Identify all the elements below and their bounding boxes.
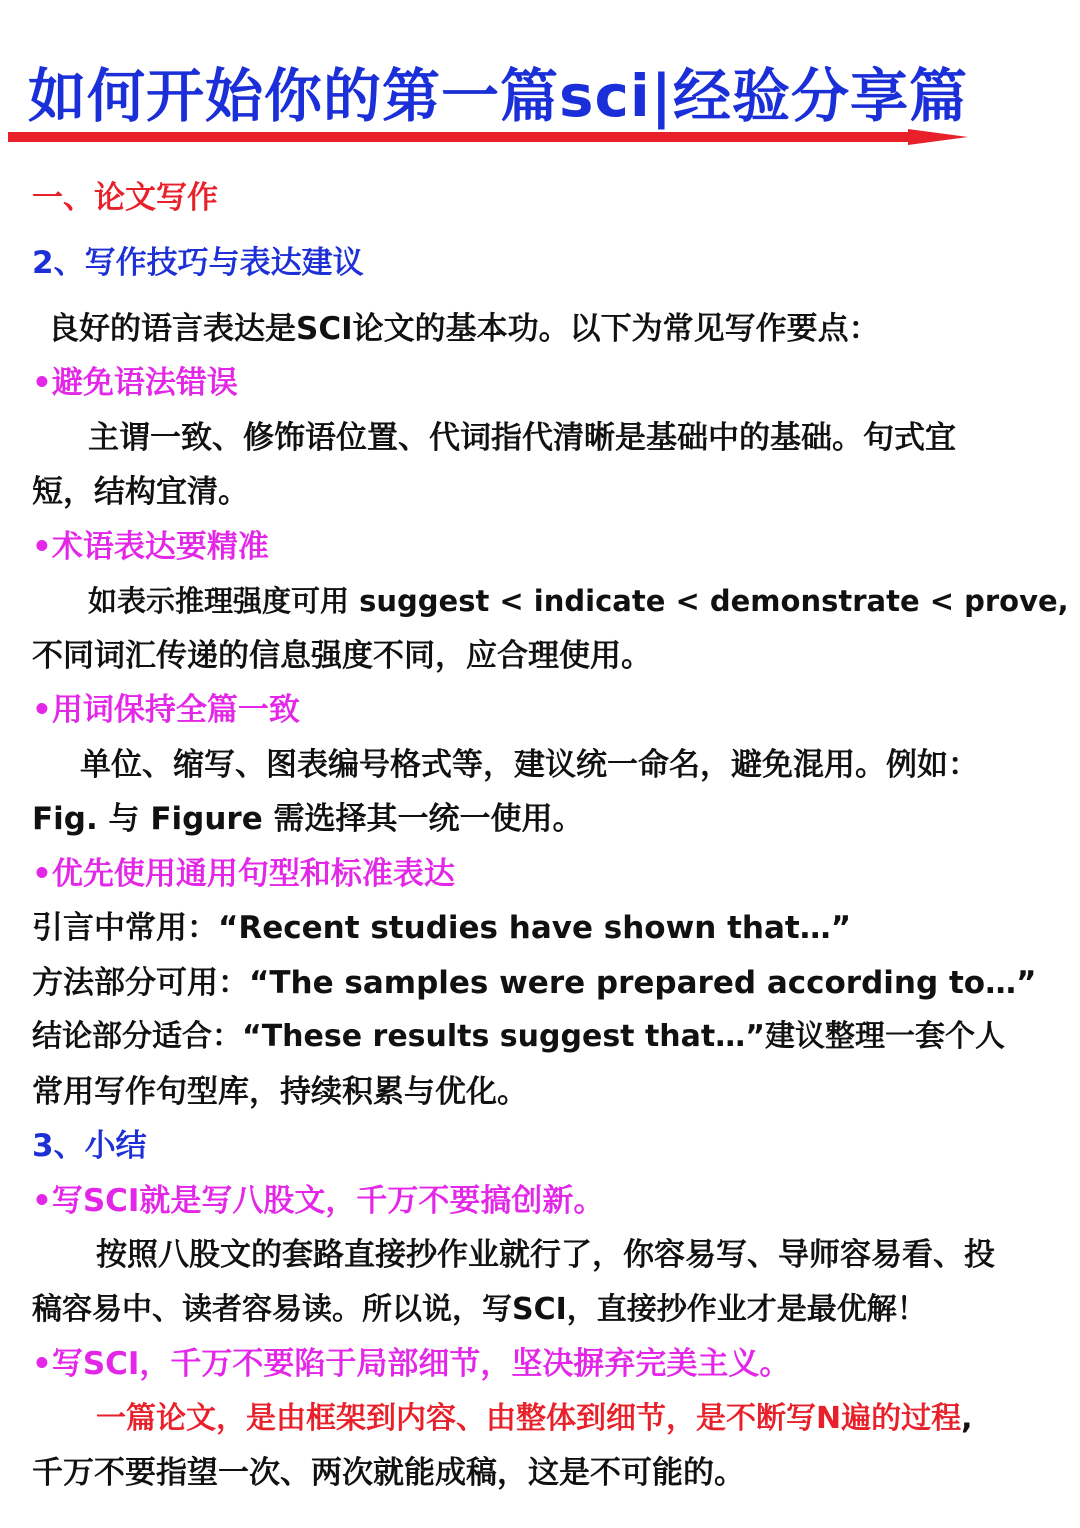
intro-text: 良好的语言表达是SCI论文的基本功。以下为常见写作要点： (48, 311, 880, 347)
tip-heading-terminology: •术语表达要精准 (32, 529, 269, 565)
page-title: 如何开始你的第一篇sci|经验分享篇 (28, 62, 968, 130)
summary-body-line (96, 1399, 973, 1439)
summary-body-line: 稿容易中、读者容易读。所以说，写SCI，直接抄作业才是最优解！ (32, 1292, 927, 1327)
highlighted-text: 一篇论文，是由框架到内容、由整体到细节，是不断写N遍的过程 (96, 1401, 962, 1436)
tip-heading-standard-phrases: •优先使用通用句型和标准表达 (32, 856, 455, 892)
summary-heading-template: •写SCI就是写八股文，千万不要搞创新。 (32, 1183, 605, 1219)
title-underline-arrow (8, 129, 968, 145)
tip-body-line: 主谓一致、修饰语位置、代词指代清晰是基础中的基础。句式宜 (88, 420, 956, 456)
tip-body-line: 单位、缩写、图表编号格式等，建议统一命名，避免混用。例如： (80, 747, 979, 783)
punctuation: , (961, 1401, 973, 1436)
tip-body-line: 不同词汇传递的信息强度不同，应合理使用。 (32, 638, 652, 674)
tip-heading-grammar: •避免语法错误 (32, 365, 238, 401)
section-heading-tips: 2、写作技巧与表达建议 (32, 245, 364, 281)
section-heading-writing: 一、论文写作 (32, 180, 218, 216)
tip-body-line: 方法部分可用：“The samples were prepared according to…” (32, 965, 1037, 1001)
tip-body-line: 常用写作句型库，持续积累与优化。 (32, 1074, 528, 1110)
summary-body-line: 千万不要指望一次、两次就能成稿，这是不可能的。 (32, 1455, 745, 1491)
tip-body-line: 如表示推理强度可用 suggest < indicate < demonstrate < prove, (88, 584, 1069, 618)
tip-body-line: Fig. 与 Figure 需选择其一统一使用。 (32, 801, 584, 837)
tip-body-line: 短，结构宜清。 (32, 474, 249, 510)
tip-body-line: 结论部分适合：“These results suggest that…”建议整理一套个人 (32, 1019, 1005, 1054)
summary-heading-perfectionism: •写SCI，千万不要陷于局部细节，坚决摒弃完美主义。 (32, 1346, 791, 1382)
section-heading-summary: 3、小结 (32, 1128, 147, 1164)
tip-heading-consistency: •用词保持全篇一致 (32, 692, 300, 728)
summary-body-line: 按照八股文的套路直接抄作业就行了，你容易写、导师容易看、投 (96, 1237, 995, 1273)
tip-body-line: 引言中常用：“Recent studies have shown that…” (32, 910, 852, 946)
